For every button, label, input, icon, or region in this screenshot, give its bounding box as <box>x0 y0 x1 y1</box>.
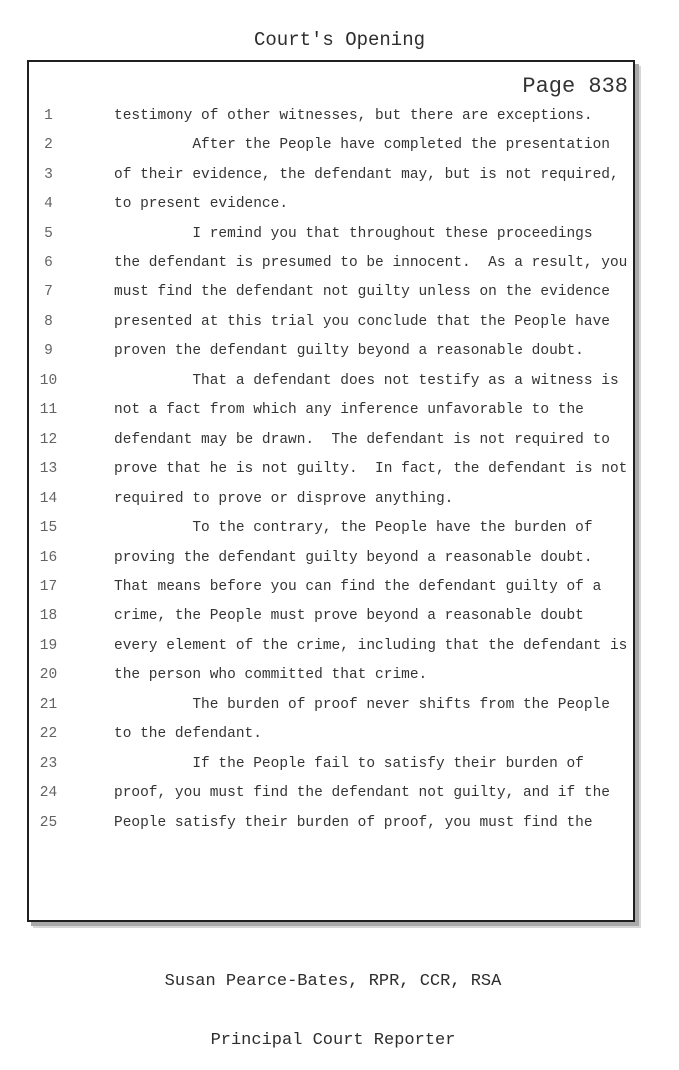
transcript-line <box>29 337 633 366</box>
transcript-line <box>29 749 633 778</box>
line-text: defendant may be drawn. The defendant is not required to <box>114 431 610 448</box>
line-number: 25 <box>39 814 58 831</box>
transcript-line <box>29 101 633 130</box>
line-number: 20 <box>39 667 58 684</box>
transcript-line <box>29 396 633 425</box>
line-number: 18 <box>39 608 58 625</box>
line-text: crime, the People must prove beyond a reasonable doubt <box>114 608 584 625</box>
line-text: proof, you must find the defendant not guilty, and if the <box>114 785 610 802</box>
transcript-line <box>29 661 633 690</box>
line-number: 9 <box>44 343 53 360</box>
line-number: 8 <box>44 313 53 330</box>
transcript-line <box>29 189 633 218</box>
line-text: not a fact from which any inference unfavorable to the <box>114 402 584 419</box>
reporter-name: Susan Pearce-Bates, RPR, CCR, RSA <box>164 972 502 991</box>
line-number: 6 <box>44 254 53 271</box>
line-text: presented at this trial you conclude that the People have <box>114 313 610 330</box>
line-text: proving the defendant guilty beyond a reasonable doubt. <box>114 549 593 566</box>
line-number: 13 <box>39 461 58 478</box>
line-number: 12 <box>39 431 58 448</box>
line-number: 22 <box>39 726 58 743</box>
line-text: of their evidence, the defendant may, but is not required, <box>114 166 619 183</box>
line-text: must find the defendant not guilty unless on the evidence <box>114 284 610 301</box>
line-number: 21 <box>39 696 58 713</box>
line-number: 23 <box>39 755 58 772</box>
transcript-line <box>29 543 633 572</box>
line-text: I remind you that throughout these proceedings <box>114 225 593 242</box>
reporter-footer <box>0 933 666 1070</box>
transcript-line <box>29 513 633 542</box>
line-text: To the contrary, the People have the burden of <box>114 520 593 537</box>
line-number: 17 <box>39 578 58 595</box>
transcript-page <box>27 60 635 922</box>
line-text: testimony of other witnesses, but there are exceptions. <box>114 107 593 124</box>
transcript-line <box>29 602 633 631</box>
transcript-line <box>29 425 633 454</box>
transcript-lines <box>29 101 633 837</box>
line-number: 3 <box>44 166 53 183</box>
line-text: People satisfy their burden of proof, you must find the <box>114 814 593 831</box>
line-text: prove that he is not guilty. In fact, the defendant is not <box>114 461 628 478</box>
line-text: the defendant is presumed to be innocent. As a result, you <box>114 254 628 271</box>
transcript-line <box>29 454 633 483</box>
line-text: to the defendant. <box>114 726 262 743</box>
line-number: 11 <box>39 402 58 419</box>
line-text: After the People have completed the presentation <box>114 137 610 154</box>
line-number: 14 <box>39 490 58 507</box>
transcript-line <box>29 572 633 601</box>
line-number: 16 <box>39 549 58 566</box>
page-number: Page 838 <box>522 74 628 99</box>
reporter-title: Principal Court Reporter <box>210 1030 456 1050</box>
transcript-line <box>29 808 633 837</box>
line-text: to present evidence. <box>114 196 289 213</box>
line-text: proven the defendant guilty beyond a reasonable doubt. <box>114 343 584 360</box>
line-text: That means before you can find the defendant guilty of a <box>114 578 602 595</box>
line-number: 24 <box>39 785 58 802</box>
document-title: Court's Opening <box>253 29 426 51</box>
line-number: 1 <box>44 107 53 124</box>
line-number: 19 <box>39 637 58 654</box>
line-number: 15 <box>39 520 58 537</box>
transcript-line <box>29 307 633 336</box>
line-text: the person who committed that crime. <box>114 667 428 684</box>
line-text: every element of the crime, including that the defendant is <box>114 637 628 654</box>
transcript-line <box>29 484 633 513</box>
line-text: That a defendant does not testify as a witness is <box>114 372 619 389</box>
transcript-line <box>29 130 633 159</box>
line-number: 4 <box>44 196 53 213</box>
transcript-line <box>29 690 633 719</box>
line-text: required to prove or disprove anything. <box>114 490 454 507</box>
transcript-line <box>29 366 633 395</box>
transcript-line <box>29 248 633 277</box>
transcript-line <box>29 720 633 749</box>
line-number: 7 <box>44 284 53 301</box>
line-text: The burden of proof never shifts from the People <box>114 696 610 713</box>
transcript-line <box>29 631 633 660</box>
transcript-line <box>29 160 633 189</box>
transcript-line <box>29 278 633 307</box>
line-number: 2 <box>44 137 53 154</box>
line-text: If the People fail to satisfy their burden of <box>114 755 584 772</box>
line-number: 5 <box>44 225 53 242</box>
line-number: 10 <box>39 372 58 389</box>
transcript-line <box>29 219 633 248</box>
transcript-line <box>29 778 633 807</box>
